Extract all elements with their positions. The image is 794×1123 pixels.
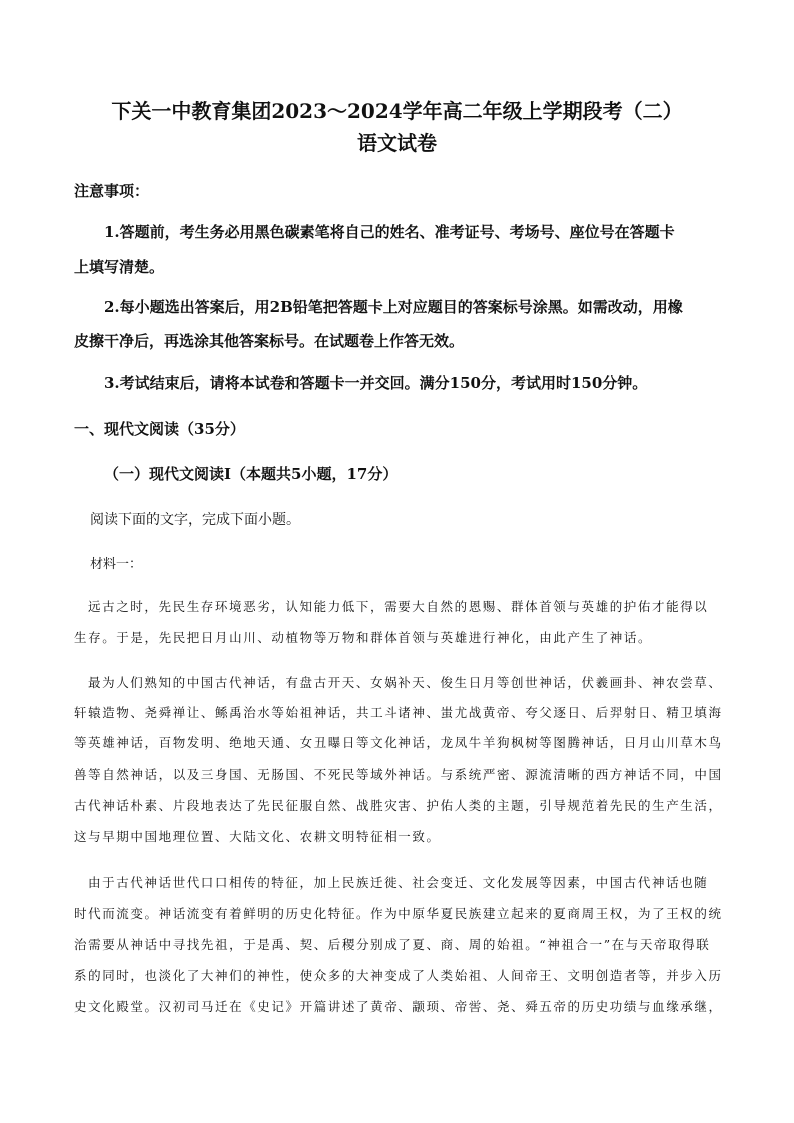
passage-p2-line: 轩辕造物、尧舜禅让、鲧禹治水等始祖神话，共工斗诸神、蚩尤战黄帝、夸父逐日、后羿射日、精卫填海	[74, 705, 723, 720]
notice-item-3: 3.考试结束后，请将本试卷和答题卡一并交回。满分150分，考试用时150分钟。	[104, 374, 648, 392]
passage-p1-line: 远古之时，先民生存环境恶劣，认知能力低下，需要大自然的恩赐、群体首领与英雄的护佑才能得以	[88, 599, 709, 614]
notice-heading: 注意事项：	[74, 182, 150, 200]
passage-p2-line: 古代神话朴素、片段地表达了先民征服自然、战胜灾害、护佑人类的主题，引导规范着先民的生产生活，	[74, 798, 723, 813]
notice-item-1-line-2: 上填写清楚。	[74, 258, 165, 276]
notice-item-2-line-1: 2.每小题选出答案后，用2B铅笔把答题卡上对应题目的答案标号涂黑。如需改动，用橡	[104, 298, 683, 316]
exam-subtitle: 语文试卷	[357, 131, 437, 155]
notice-item-2-line-2: 皮擦干净后，再选涂其他答案标号。在试题卷上作答无效。	[74, 332, 465, 350]
passage-p2-line: 等英雄神话，百物发明、绝地天通、女丑曝日等文化神话，龙凤牛羊狗枫树等图腾神话，日月山川草木鸟	[74, 735, 723, 750]
passage-p2-line: 最为人们熟知的中国古代神话，有盘古开天、女娲补天、俊生日月等创世神话，伏羲画卦、神农尝草、	[88, 675, 723, 690]
passage-p2-line: 兽等自然神话，以及三身国、无肠国、不死民等域外神话。与系统严密、源流清晰的西方神话不同，中国	[74, 767, 723, 782]
passage-p3-line: 系的同时，也淡化了大神们的神性，使众多的大神变成了人类始祖、人间帝王、文明创造者等，并步入历	[74, 968, 723, 983]
passage-p2-line: 这与早期中国地理位置、大陆文化、农耕文明特征相一致。	[74, 829, 441, 844]
material-label: 材料一：	[90, 557, 143, 572]
reading-instruction: 阅读下面的文字，完成下面小题。	[90, 512, 300, 528]
passage-p3-line: 史文化殿堂。汉初司马迁在《史记》开篇讲述了黄帝、颛顼、帝喾、尧、舜五帝的历史功绩与血缘承继，	[74, 999, 723, 1014]
passage-p3-line: 由于古代神话世代口口相传的特征，加上民族迁徙、社会变迁、文化发展等因素，中国古代神话也随	[88, 875, 709, 890]
exam-title: 下关一中教育集团2023～2024学年高二年级上学期段考（二）	[111, 99, 683, 123]
passage-p3-line: 治需要从神话中寻找先祖，于是禹、契、后稷分别成了夏、商、周的始祖。“神祖合一”在与天帝取得联	[74, 937, 711, 952]
passage-p3-line: 时代而流变。神话流变有着鲜明的历史化特征。作为中原华夏民族建立起来的夏商周王权，为了王权的统	[74, 906, 723, 921]
passage-p1-line: 生存。于是，先民把日月山川、动植物等万物和群体首领与英雄进行神化，由此产生了神话。	[74, 630, 653, 645]
notice-item-1-line-1: 1.答题前，考生务必用黑色碳素笔将自己的姓名、准考证号、考场号、座位号在答题卡	[104, 223, 675, 241]
section-subheading: （一）现代文阅读Ⅰ（本题共5小题，17分）	[104, 465, 398, 483]
section-heading: 一、现代文阅读（35分）	[74, 420, 245, 438]
